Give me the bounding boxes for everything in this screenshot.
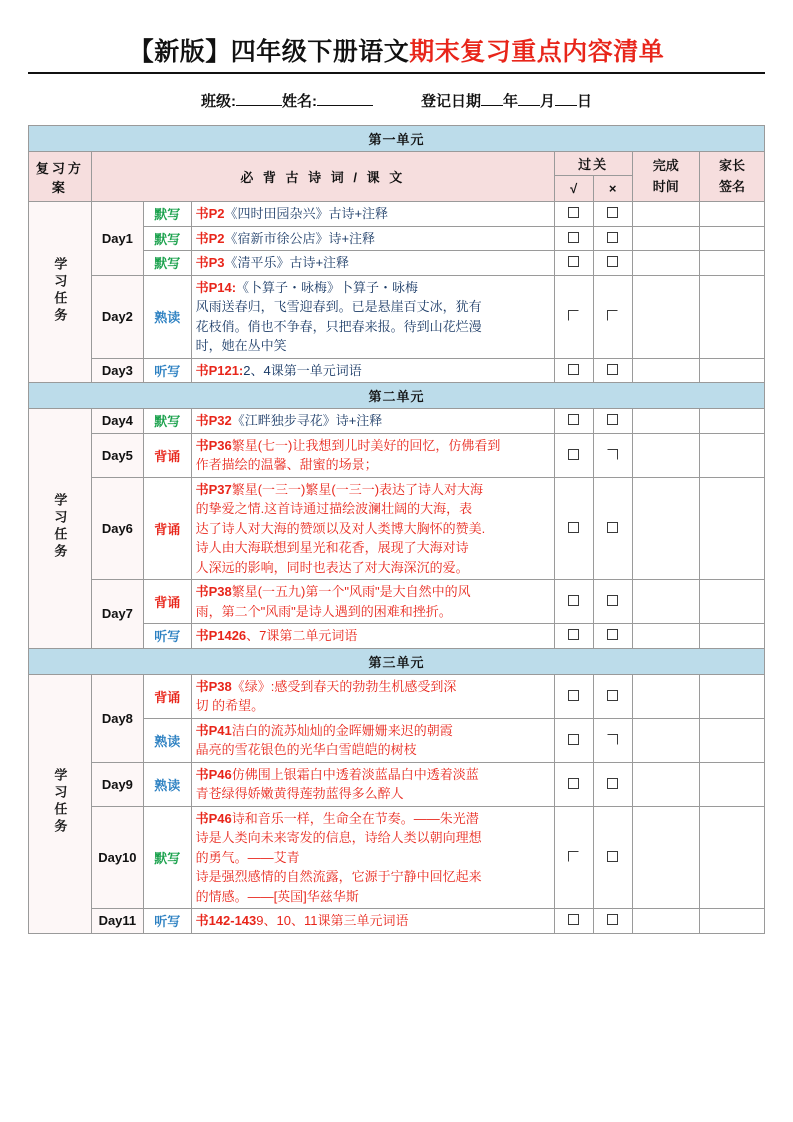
done-time-cell[interactable] xyxy=(632,409,699,434)
unit-title-3: 第三单元 xyxy=(29,648,765,674)
day-cell: Day2 xyxy=(91,275,143,358)
table-row xyxy=(29,358,765,383)
table-row xyxy=(29,409,765,434)
parent-sign-cell[interactable] xyxy=(699,275,764,358)
done-time-cell[interactable] xyxy=(632,718,699,762)
check-no[interactable] xyxy=(593,433,632,477)
task-content xyxy=(191,275,554,358)
class-blank[interactable] xyxy=(236,105,282,106)
parent-sign-cell[interactable] xyxy=(699,762,764,806)
plan-label-unit2 xyxy=(29,409,92,649)
parent-sign-cell[interactable] xyxy=(699,477,764,580)
header-done-time-line1: 完成 xyxy=(652,158,679,174)
table-row xyxy=(29,275,765,358)
date-month-blank[interactable] xyxy=(518,105,540,106)
content-text: 人深远的影响，同时也表达了对大海深沉的爱。 xyxy=(195,559,469,575)
check-no[interactable] xyxy=(593,477,632,580)
table-row xyxy=(29,580,765,624)
done-time-cell[interactable] xyxy=(632,275,699,358)
done-time-cell[interactable] xyxy=(632,624,699,649)
book-ref: 书P14: xyxy=(195,279,237,295)
parent-sign-cell[interactable] xyxy=(699,909,764,934)
done-time-cell[interactable] xyxy=(632,477,699,580)
task-content xyxy=(191,358,554,383)
table-row xyxy=(29,762,765,806)
title-divider xyxy=(28,72,765,74)
check-no[interactable] xyxy=(593,624,632,649)
task-type: 熟读 xyxy=(143,275,191,358)
header-done-time xyxy=(632,152,699,202)
check-no[interactable] xyxy=(593,226,632,251)
content-text: 《清平乐》古诗+注释 xyxy=(224,255,350,270)
table-row xyxy=(29,477,765,580)
content-text: 雨，第二个"风雨"是诗人遇到的困难和挫折。 xyxy=(195,603,452,619)
task-content xyxy=(191,202,554,227)
table-row xyxy=(29,909,765,934)
task-content xyxy=(191,624,554,649)
done-time-cell[interactable] xyxy=(632,358,699,383)
content-text: 仿佛围上银霜白中透着淡蓝晶白中透着淡蓝 xyxy=(231,766,479,782)
task-type: 背诵 xyxy=(143,433,191,477)
done-time-cell[interactable] xyxy=(632,251,699,276)
day-cell: Day9 xyxy=(91,762,143,806)
check-no[interactable] xyxy=(593,718,632,762)
content-text: 青苍绿得娇嫩黄得莲勃蓝得多么醉人 xyxy=(195,786,404,801)
content-text: 2、4课第一单元词语 xyxy=(243,362,362,378)
task-type: 默写 xyxy=(143,806,191,909)
task-content xyxy=(191,226,554,251)
day-cell: Day3 xyxy=(91,358,143,383)
date-label: 登记日期 xyxy=(420,93,481,110)
header-main: 必 背 古 诗 词 / 课 文 xyxy=(91,152,554,202)
unit-title-1: 第一单元 xyxy=(29,126,765,152)
check-ok[interactable] xyxy=(554,433,593,477)
check-no[interactable] xyxy=(593,202,632,227)
day-cell: Day1 xyxy=(91,202,143,276)
check-no[interactable] xyxy=(593,674,632,718)
header-parent-line1: 家长 xyxy=(718,158,745,174)
task-type: 默写 xyxy=(143,226,191,251)
task-type: 听写 xyxy=(143,358,191,383)
task-type: 默写 xyxy=(143,409,191,434)
plan-label-unit1 xyxy=(29,202,92,383)
day-cell: Day4 xyxy=(91,409,143,434)
parent-sign-cell[interactable] xyxy=(699,202,764,227)
content-text: 诗人由大海联想到星光和花香，展现了大海对诗 xyxy=(195,540,469,555)
header-mark-ok: √ xyxy=(554,176,593,202)
date-year-label: 年 xyxy=(502,93,518,110)
content-text: 诗和音乐一样，生命全在节奏。——朱光潜 xyxy=(231,810,479,826)
date-month-label: 月 xyxy=(540,93,556,110)
done-time-cell[interactable] xyxy=(632,580,699,624)
parent-sign-cell[interactable] xyxy=(699,674,764,718)
task-type: 听写 xyxy=(143,624,191,649)
done-time-cell[interactable] xyxy=(632,674,699,718)
book-ref: 书P1426 xyxy=(195,628,247,643)
done-time-cell[interactable] xyxy=(632,226,699,251)
content-text: 达了诗人对大海的赞颂以及对人类博大胸怀的赞美. xyxy=(195,520,486,536)
check-no[interactable] xyxy=(593,762,632,806)
content-text: 诗是强烈感情的自然流露，它源于宁静中回忆起来 xyxy=(195,869,482,884)
header-mark-no: × xyxy=(593,176,632,202)
check-ok[interactable] xyxy=(554,580,593,624)
check-no[interactable] xyxy=(593,251,632,276)
check-ok[interactable] xyxy=(554,624,593,649)
task-type: 默写 xyxy=(143,251,191,276)
content-text: 的挚爱之情.这首诗通过描绘波澜壮阔的大海，表 xyxy=(195,501,473,516)
task-content xyxy=(191,806,554,909)
content-text: 晶亮的雪花银色的光华白雪皑皑的树枝 xyxy=(195,742,417,757)
book-ref: 书P37 xyxy=(195,481,232,497)
header-done-time-line2: 时间 xyxy=(652,178,679,194)
check-ok[interactable] xyxy=(554,909,593,934)
day-cell: Day5 xyxy=(91,433,143,477)
content-text: 作者描绘的温馨、甜蜜的场景； xyxy=(195,457,378,472)
task-content xyxy=(191,409,554,434)
check-ok[interactable] xyxy=(554,718,593,762)
task-content xyxy=(191,580,554,624)
task-type: 听写 xyxy=(143,909,191,934)
content-text: 9、10、11课第三单元词语 xyxy=(256,913,409,928)
plan-label-unit3 xyxy=(29,674,92,933)
parent-sign-cell[interactable] xyxy=(699,409,764,434)
book-ref: 书P121: xyxy=(195,362,244,378)
book-ref: 书P2 xyxy=(195,206,225,221)
task-type: 背诵 xyxy=(143,580,191,624)
parent-sign-cell[interactable] xyxy=(699,433,764,477)
task-content xyxy=(191,433,554,477)
task-content xyxy=(191,762,554,806)
done-time-cell[interactable] xyxy=(632,433,699,477)
check-no[interactable] xyxy=(593,275,632,358)
class-field xyxy=(201,90,373,111)
book-ref: 书142-143 xyxy=(195,913,257,928)
book-ref: 书P38 xyxy=(195,584,232,599)
check-no[interactable] xyxy=(593,909,632,934)
check-ok[interactable] xyxy=(554,275,593,358)
check-ok[interactable] xyxy=(554,409,593,434)
header-pass: 过关 xyxy=(554,152,632,176)
header-parent-line2: 签名 xyxy=(718,178,745,194)
task-content xyxy=(191,477,554,580)
task-type: 默写 xyxy=(143,202,191,227)
book-ref: 书P36 xyxy=(195,437,232,453)
check-ok[interactable] xyxy=(554,358,593,383)
unit-title-2: 第二单元 xyxy=(29,383,765,409)
done-time-cell[interactable] xyxy=(632,806,699,909)
table-row xyxy=(29,433,765,477)
page-title-black: 【新版】四年级下册语文 xyxy=(128,38,410,66)
date-day-label: 日 xyxy=(577,93,593,110)
book-ref: 书P46 xyxy=(195,810,232,826)
header-parent-sign xyxy=(699,152,764,202)
header-plan: 复习方案 xyxy=(29,152,92,202)
name-blank[interactable] xyxy=(317,105,373,106)
plan-label-text: 学习任务 xyxy=(52,256,68,325)
book-ref: 书P46 xyxy=(195,766,232,782)
class-label: 班级: xyxy=(200,93,236,110)
parent-sign-cell[interactable] xyxy=(699,226,764,251)
content-text: 繁星(一五九)第一个"风雨"是大自然中的风 xyxy=(231,584,471,599)
content-text: 繁星(一三一)繁星(一三一)表达了诗人对大海 xyxy=(231,481,484,497)
check-ok[interactable] xyxy=(554,477,593,580)
day-cell: Day8 xyxy=(91,674,143,762)
task-content xyxy=(191,718,554,762)
day-cell: Day10 xyxy=(91,806,143,909)
parent-sign-cell[interactable] xyxy=(699,624,764,649)
table-row xyxy=(29,674,765,718)
table-row xyxy=(29,806,765,909)
content-text: 切 的希望。 xyxy=(195,698,265,713)
content-text: 繁星(七一)让我想到儿时美好的回忆，仿佛看到 xyxy=(231,437,501,453)
unit-band-row xyxy=(29,383,765,409)
content-text: 《宿新市徐公店》诗+注释 xyxy=(224,230,376,246)
day-cell: Day7 xyxy=(91,580,143,649)
page-title-red: 期末复习重点内容清单 xyxy=(409,38,665,66)
check-no[interactable] xyxy=(593,409,632,434)
parent-sign-cell[interactable] xyxy=(699,358,764,383)
book-ref: 书P2 xyxy=(195,230,225,246)
unit-band-row xyxy=(29,126,765,152)
table-row xyxy=(29,202,765,227)
content-text: 诗是人类向未来寄发的信息，诗给人类以朝向理想 xyxy=(195,830,482,845)
book-ref: 书P32 xyxy=(195,413,232,428)
content-text: 《四时田园杂兴》古诗+注释 xyxy=(224,206,389,221)
done-time-cell[interactable] xyxy=(632,909,699,934)
name-label: 姓名: xyxy=(281,93,317,110)
check-no[interactable] xyxy=(593,806,632,909)
unit-band-row xyxy=(29,648,765,674)
check-ok[interactable] xyxy=(554,762,593,806)
table-header-row-1 xyxy=(29,152,765,176)
task-type: 背诵 xyxy=(143,477,191,580)
content-text: 洁白的流苏灿灿的金晖姗姗来迟的朝霞 xyxy=(231,722,453,738)
check-no[interactable] xyxy=(593,580,632,624)
book-ref: 书P3 xyxy=(195,255,225,270)
content-text: 《卜算子・咏梅》卜算子・咏梅 xyxy=(236,279,419,295)
task-type: 熟读 xyxy=(143,762,191,806)
task-type: 熟读 xyxy=(143,718,191,762)
content-text: 花枝俏。俏也不争春，只把春来报。待到山花烂漫 xyxy=(195,318,482,334)
parent-sign-cell[interactable] xyxy=(699,718,764,762)
page-title xyxy=(28,32,765,68)
task-content xyxy=(191,909,554,934)
plan-label-text: 学习任务 xyxy=(52,492,68,561)
task-type: 背诵 xyxy=(143,674,191,718)
content-text: 风雨送春归，飞雪迎春到。已是悬崖百丈冰，犹有 xyxy=(195,299,482,314)
done-time-cell[interactable] xyxy=(632,762,699,806)
check-ok[interactable] xyxy=(554,202,593,227)
content-text: 《绿》:感受到春天的勃勃生机感受到深 xyxy=(231,678,457,694)
content-text: 《江畔独步寻花》诗+注释 xyxy=(231,413,383,428)
content-text: 的情感。——[英国]华兹华斯 xyxy=(195,888,359,904)
plan-label-text: 学习任务 xyxy=(52,768,68,836)
check-ok[interactable] xyxy=(554,251,593,276)
book-ref: 书P38 xyxy=(195,678,232,694)
content-text: 时，她在丛中笑 xyxy=(195,338,287,353)
review-plan-table xyxy=(28,125,765,934)
check-ok[interactable] xyxy=(554,806,593,909)
task-content xyxy=(191,674,554,718)
done-time-cell[interactable] xyxy=(632,202,699,227)
parent-sign-cell[interactable] xyxy=(699,580,764,624)
content-text: 、7课第二单元词语 xyxy=(246,628,358,643)
student-info-line xyxy=(28,90,765,111)
parent-sign-cell[interactable] xyxy=(699,251,764,276)
date-year-blank[interactable] xyxy=(481,105,503,106)
date-day-blank[interactable] xyxy=(555,105,577,106)
book-ref: 书P41 xyxy=(195,722,232,738)
check-ok[interactable] xyxy=(554,226,593,251)
day-cell: Day6 xyxy=(91,477,143,580)
day-cell: Day11 xyxy=(91,909,143,934)
task-content xyxy=(191,251,554,276)
date-field xyxy=(421,90,592,111)
parent-sign-cell[interactable] xyxy=(699,806,764,909)
check-no[interactable] xyxy=(593,358,632,383)
check-ok[interactable] xyxy=(554,674,593,718)
content-text: 的勇气。——艾青 xyxy=(195,849,300,865)
